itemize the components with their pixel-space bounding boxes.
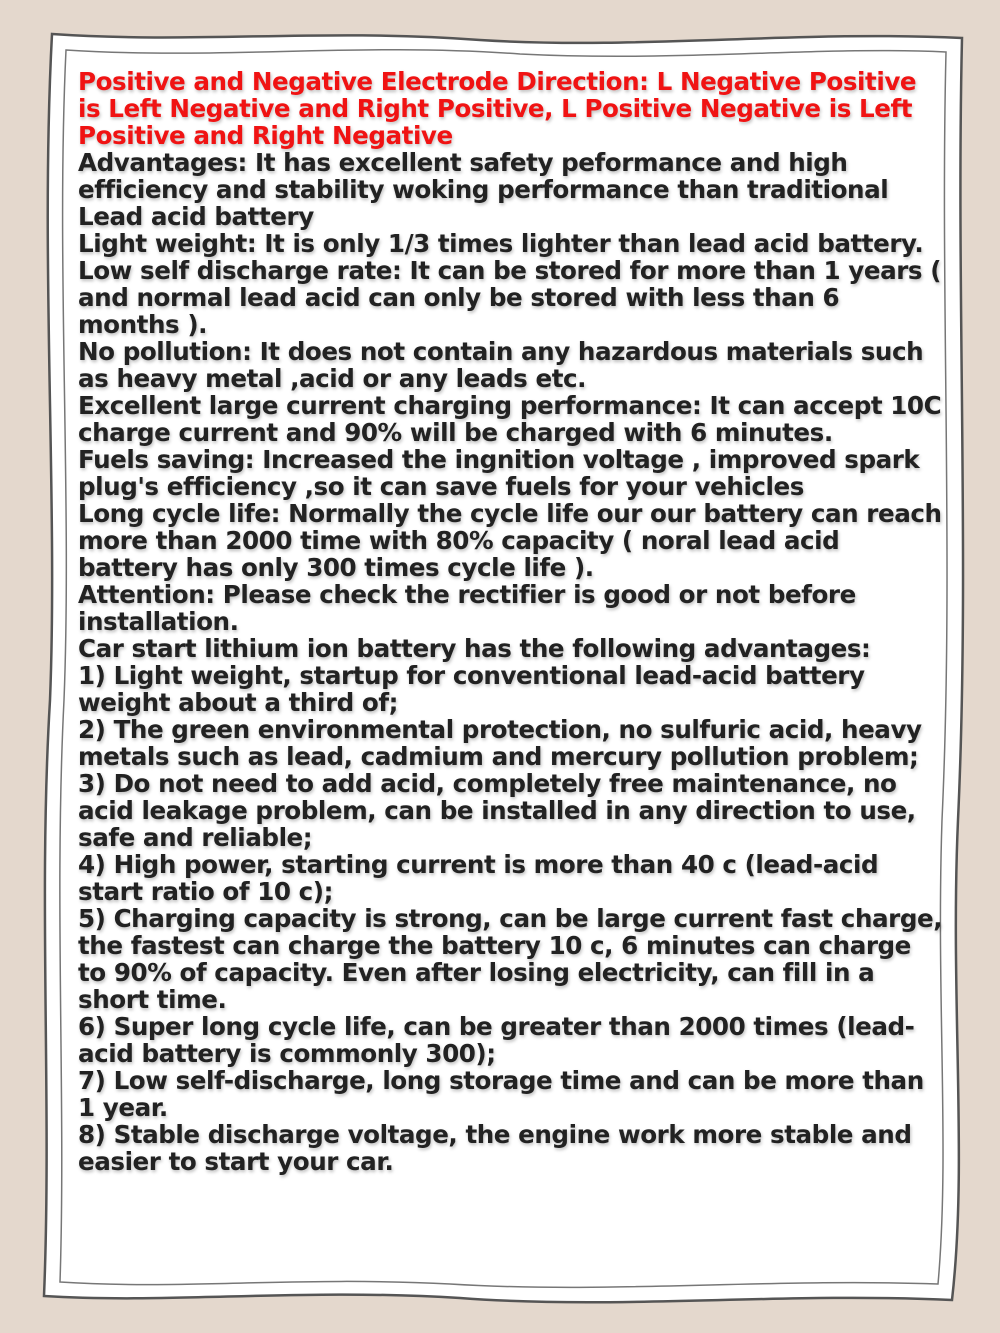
electrode-direction-heading: Positive and Negative Electrode Direction: L Negative Positive is Left Negative and Right Positive, L Positive Negative is Left Positive and Right Negative bbox=[78, 67, 917, 150]
document-body bbox=[78, 68, 946, 1175]
paragraph-no-pollution: No pollution: It does not contain any hazardous materials such as heavy metal ,acid or any leads etc. bbox=[78, 337, 924, 393]
list-item-5: 5) Charging capacity is strong, can be large current fast charge, the fastest can charge the battery 10 c, 6 minutes can charge to 90% of capacity. Even after losing electricity, can fill in a short time. bbox=[78, 904, 943, 1014]
paragraph-cycle-life: Long cycle life: Normally the cycle life our our battery can reach more than 2000 time with 80% capacity ( noral lead acid battery has only 300 times cycle life ). bbox=[78, 499, 942, 582]
paragraph-advantages: Advantages: It has excellent safety peformance and high efficiency and stability woking performance than traditional Lead acid battery bbox=[78, 148, 889, 231]
paragraph-self-discharge: Low self discharge rate: It can be stored for more than 1 years ( and normal lead acid can only be stored with less than 6 months ). bbox=[78, 256, 941, 339]
paragraph-light-weight: Light weight: It is only 1/3 times lighter than lead acid battery. bbox=[78, 229, 924, 258]
list-item-2: 2) The green environmental protection, no sulfuric acid, heavy metals such as lead, cadmium and mercury pollution problem; bbox=[78, 715, 922, 771]
list-item-6: 6) Super long cycle life, can be greater than 2000 times (lead-acid battery is commonly 300); bbox=[78, 1012, 915, 1068]
list-item-3: 3) Do not need to add acid, completely free maintenance, no acid leakage problem, can be installed in any direction to use, safe and reliable; bbox=[78, 769, 916, 852]
paragraph-advantages-intro: Car start lithium ion battery has the following advantages: bbox=[78, 634, 871, 663]
list-item-8: 8) Stable discharge voltage, the engine work more stable and easier to start your car. bbox=[78, 1120, 912, 1176]
list-item-7: 7) Low self-discharge, long storage time and can be more than 1 year. bbox=[78, 1066, 924, 1122]
paragraph-charging-performance: Excellent large current charging performance: It can accept 10C charge current and 90% will be charged with 6 minutes. bbox=[78, 391, 942, 447]
paragraph-fuel-saving: Fuels saving: Increased the ingnition voltage , improved spark plug's efficiency ,so it can save fuels for your vehicles bbox=[78, 445, 920, 501]
paragraph-attention: Attention: Please check the rectifier is good or not before installation. bbox=[78, 580, 856, 636]
list-item-4: 4) High power, starting current is more than 40 c (lead-acid start ratio of 10 c); bbox=[78, 850, 879, 906]
list-item-1: 1) Light weight, startup for conventional lead-acid battery weight about a third of; bbox=[78, 661, 865, 717]
